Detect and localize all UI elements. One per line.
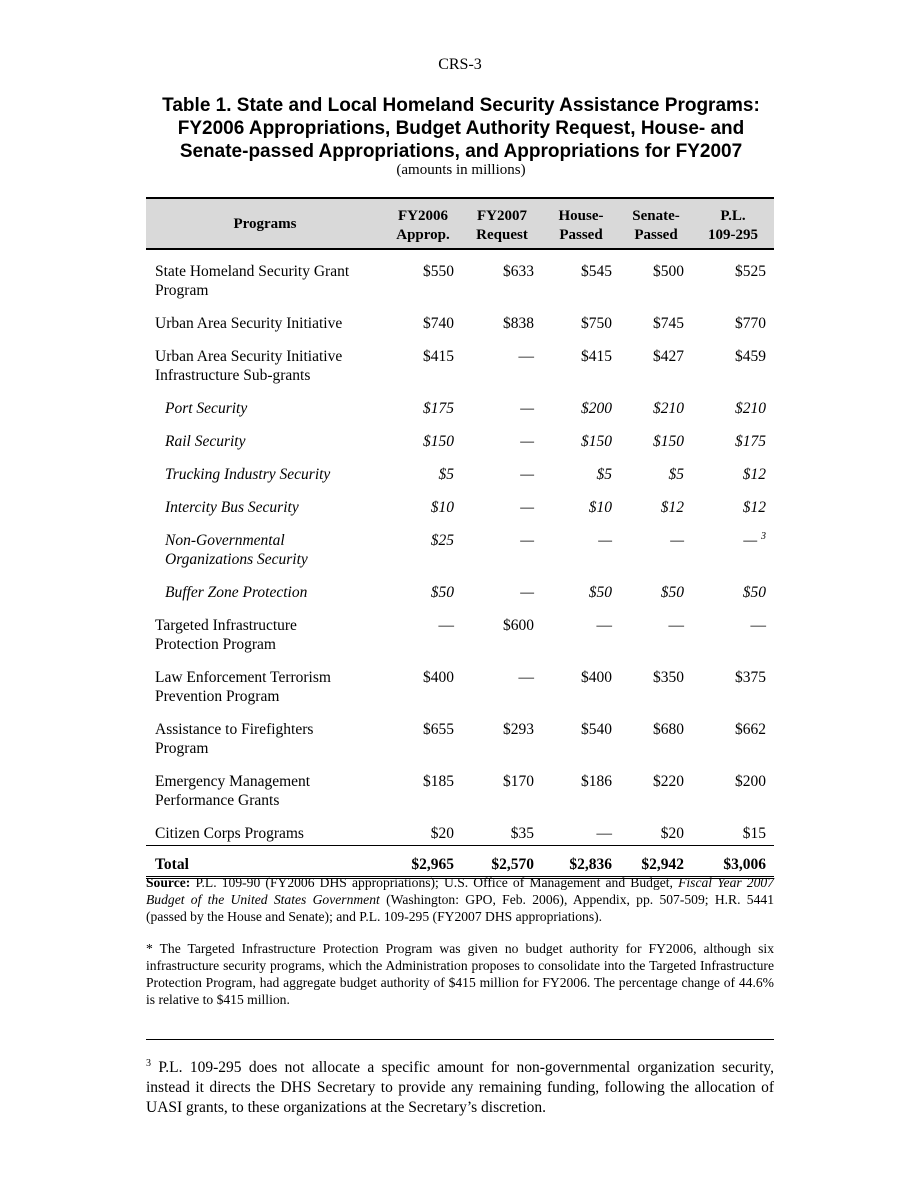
amount-cell: $10 xyxy=(430,499,454,516)
amount-cell: $500 xyxy=(653,263,684,280)
amount-cell: $50 xyxy=(430,584,454,601)
amount-cell: $550 xyxy=(423,263,454,280)
amount-cell: $5 xyxy=(596,466,612,483)
table-row xyxy=(146,812,774,846)
total-value: $2,570 xyxy=(462,846,542,878)
amount-cell: $745 xyxy=(653,315,684,332)
amount-cell: — xyxy=(520,499,534,516)
amount-cell: $185 xyxy=(423,773,454,790)
table-row xyxy=(146,708,774,760)
program-name: Citizen Corps Programs xyxy=(146,812,384,846)
amount-cell: — xyxy=(438,617,454,634)
column-header-house: House- Passed xyxy=(542,198,620,249)
amount-cell: $427 xyxy=(653,348,684,365)
program-name: Urban Area Security Initiative xyxy=(155,315,343,332)
amount-cell: — xyxy=(668,617,684,634)
amount-cell: $50 xyxy=(660,584,684,601)
table-row xyxy=(146,453,774,486)
column-header-fy2007: FY2007 Request xyxy=(462,198,542,249)
program-name: Non-Governmental Organizations Security xyxy=(165,532,308,568)
program-name: Trucking Industry Security xyxy=(165,466,331,483)
page-number: CRS-3 xyxy=(438,56,482,73)
program-name: Port Security xyxy=(165,400,248,417)
amount-cell: — xyxy=(520,433,534,450)
footnote-reference: 3 xyxy=(761,530,766,542)
amount-cell: $50 xyxy=(742,584,766,601)
footnote-text: P.L. 109-295 does not allocate a specific amount for non-governmental organization security, instead it directs the DHS Secretary to provide any remaining funding, following the allocation of UASI grants, to these organizations at the Secretary’s discretion. xyxy=(146,1059,774,1116)
amount-cell: $186 xyxy=(581,773,612,790)
amount-cell: $175 xyxy=(735,433,766,450)
amount-cell: $20 xyxy=(620,812,692,846)
amount-cell: — xyxy=(598,532,612,549)
amount-cell: — xyxy=(542,812,620,846)
amount-cell: $293 xyxy=(503,721,534,738)
amount-cell: $150 xyxy=(581,433,612,450)
total-value: $3,006 xyxy=(692,846,774,878)
amount-cell: $150 xyxy=(423,433,454,450)
amount-cell: $662 xyxy=(735,721,766,738)
amount-cell: $200 xyxy=(581,400,612,417)
table-row xyxy=(146,604,774,656)
table-row xyxy=(146,656,774,708)
amount-cell: — xyxy=(520,532,534,549)
amount-cell: — $^3$ xyxy=(743,530,766,549)
amount-cell: $12 xyxy=(742,499,766,516)
program-name: Emergency Management Performance Grants xyxy=(155,773,311,809)
amount-cell: $25 xyxy=(430,532,454,549)
amount-cell: — xyxy=(518,348,534,365)
amount-cell: $415 xyxy=(423,348,454,365)
source-note: Source: P.L. 109-90 (FY2006 DHS appropriations); U.S. Office of Management and Budget, Fiscal Year 2007 Budget of the United States Government (Washington: GPO, Feb. 2006), Appendix, pp. 507-509; H.R. 5441 (passed by the House and Senate); and P.L. 109-295 (FY2007 DHS appropriations). xyxy=(146,875,774,924)
amount-cell: $35 xyxy=(462,812,542,846)
title-line: Senate-passed Appropriations, and Appropriations for FY2007 xyxy=(179,141,743,162)
amount-cell: — xyxy=(670,532,684,549)
header-row xyxy=(146,198,774,249)
amount-cell: $750 xyxy=(581,315,612,332)
amount-cell: $12 xyxy=(660,499,684,516)
amount-cell: $15 xyxy=(692,812,774,846)
column-header-senate: Senate- Passed xyxy=(620,198,692,249)
program-name: Law Enforcement Terrorism Prevention Program xyxy=(155,669,331,705)
footnote-marker: 3 xyxy=(146,1057,151,1069)
table-row xyxy=(146,302,774,335)
amount-cell: — xyxy=(750,617,766,634)
amount-cell: $400 xyxy=(423,669,454,686)
table-subtitle: (amounts in millions) xyxy=(396,162,526,178)
amount-cell: $5 xyxy=(668,466,684,483)
amount-cell: $170 xyxy=(503,773,534,790)
amount-cell: $150 xyxy=(653,433,684,450)
table-row xyxy=(146,519,774,571)
column-header-pl: P.L. 109-295 xyxy=(692,198,774,249)
amount-cell: $415 xyxy=(581,348,612,365)
amount-cell: $210 xyxy=(653,400,684,417)
appropriations-table xyxy=(146,197,774,879)
program-name: Assistance to Firefighters Program xyxy=(155,721,314,757)
total-value: $2,836 xyxy=(542,846,620,878)
amount-cell: $50 xyxy=(588,584,612,601)
amount-cell: $655 xyxy=(423,721,454,738)
program-name: State Homeland Security Grant Program xyxy=(155,263,350,299)
amount-cell: $525 xyxy=(735,263,766,280)
program-name: Intercity Bus Security xyxy=(165,499,299,516)
amount-cell: $220 xyxy=(653,773,684,790)
amount-cell: — xyxy=(596,617,612,634)
amount-cell: $540 xyxy=(581,721,612,738)
total-row xyxy=(146,846,774,878)
table-row xyxy=(146,420,774,453)
amount-cell: — xyxy=(520,584,534,601)
table-row xyxy=(146,571,774,604)
amount-cell: $20 xyxy=(384,812,462,846)
table-title xyxy=(148,94,774,163)
program-name: Buffer Zone Protection xyxy=(165,584,308,601)
program-name: Targeted Infrastructure Protection Program xyxy=(155,617,297,653)
footnote xyxy=(146,1058,774,1118)
total-label: Total xyxy=(146,846,384,878)
table-note: * The Targeted Infrastructure Protection Program was given no budget authority for FY2006, although six infrastructure security programs, which the Administration proposes to consolidate into the Targeted Infrastructure Protection Program, had aggregate budget authority of $415 million for FY2006. The percentage change of 44.6% is relative to $415 million. xyxy=(146,941,774,1007)
table-row xyxy=(146,387,774,420)
source-label: Source: xyxy=(146,875,191,890)
amount-cell: $350 xyxy=(653,669,684,686)
amount-cell: $838 xyxy=(503,315,534,332)
amount-cell: $740 xyxy=(423,315,454,332)
amount-cell: $770 xyxy=(735,315,766,332)
amount-cell: $375 xyxy=(735,669,766,686)
amount-cell: $5 xyxy=(438,466,454,483)
amount-cell: $545 xyxy=(581,263,612,280)
amount-cell: $210 xyxy=(735,400,766,417)
amount-cell: $175 xyxy=(423,400,454,417)
title-line: FY2006 Appropriations, Budget Authority Request, House- and xyxy=(177,118,745,139)
amount-cell: — xyxy=(518,669,534,686)
total-value: $2,965 xyxy=(384,846,462,878)
amount-cell: $12 xyxy=(742,466,766,483)
title-line: Table 1. State and Local Homeland Security Assistance Programs: xyxy=(162,95,760,116)
column-header-fy2006: FY2006 Approp. xyxy=(384,198,462,249)
amount-cell: $200 xyxy=(735,773,766,790)
program-name: Urban Area Security Initiative Infrastructure Sub-grants xyxy=(155,348,343,384)
column-header-programs: Programs xyxy=(146,198,384,249)
table-row xyxy=(146,249,774,302)
amount-cell: $680 xyxy=(653,721,684,738)
amount-cell: — xyxy=(520,466,534,483)
amount-cell: $400 xyxy=(581,669,612,686)
table-row xyxy=(146,760,774,812)
amount-cell: $600 xyxy=(503,617,534,634)
amount-cell: — xyxy=(520,400,534,417)
footnote-divider xyxy=(146,1039,774,1040)
program-name: Rail Security xyxy=(165,433,246,450)
table-row xyxy=(146,486,774,519)
amount-cell: $459 xyxy=(735,348,766,365)
table-row xyxy=(146,335,774,387)
total-value: $2,942 xyxy=(620,846,692,878)
amount-cell: $633 xyxy=(503,263,534,280)
amount-cell: $10 xyxy=(588,499,612,516)
